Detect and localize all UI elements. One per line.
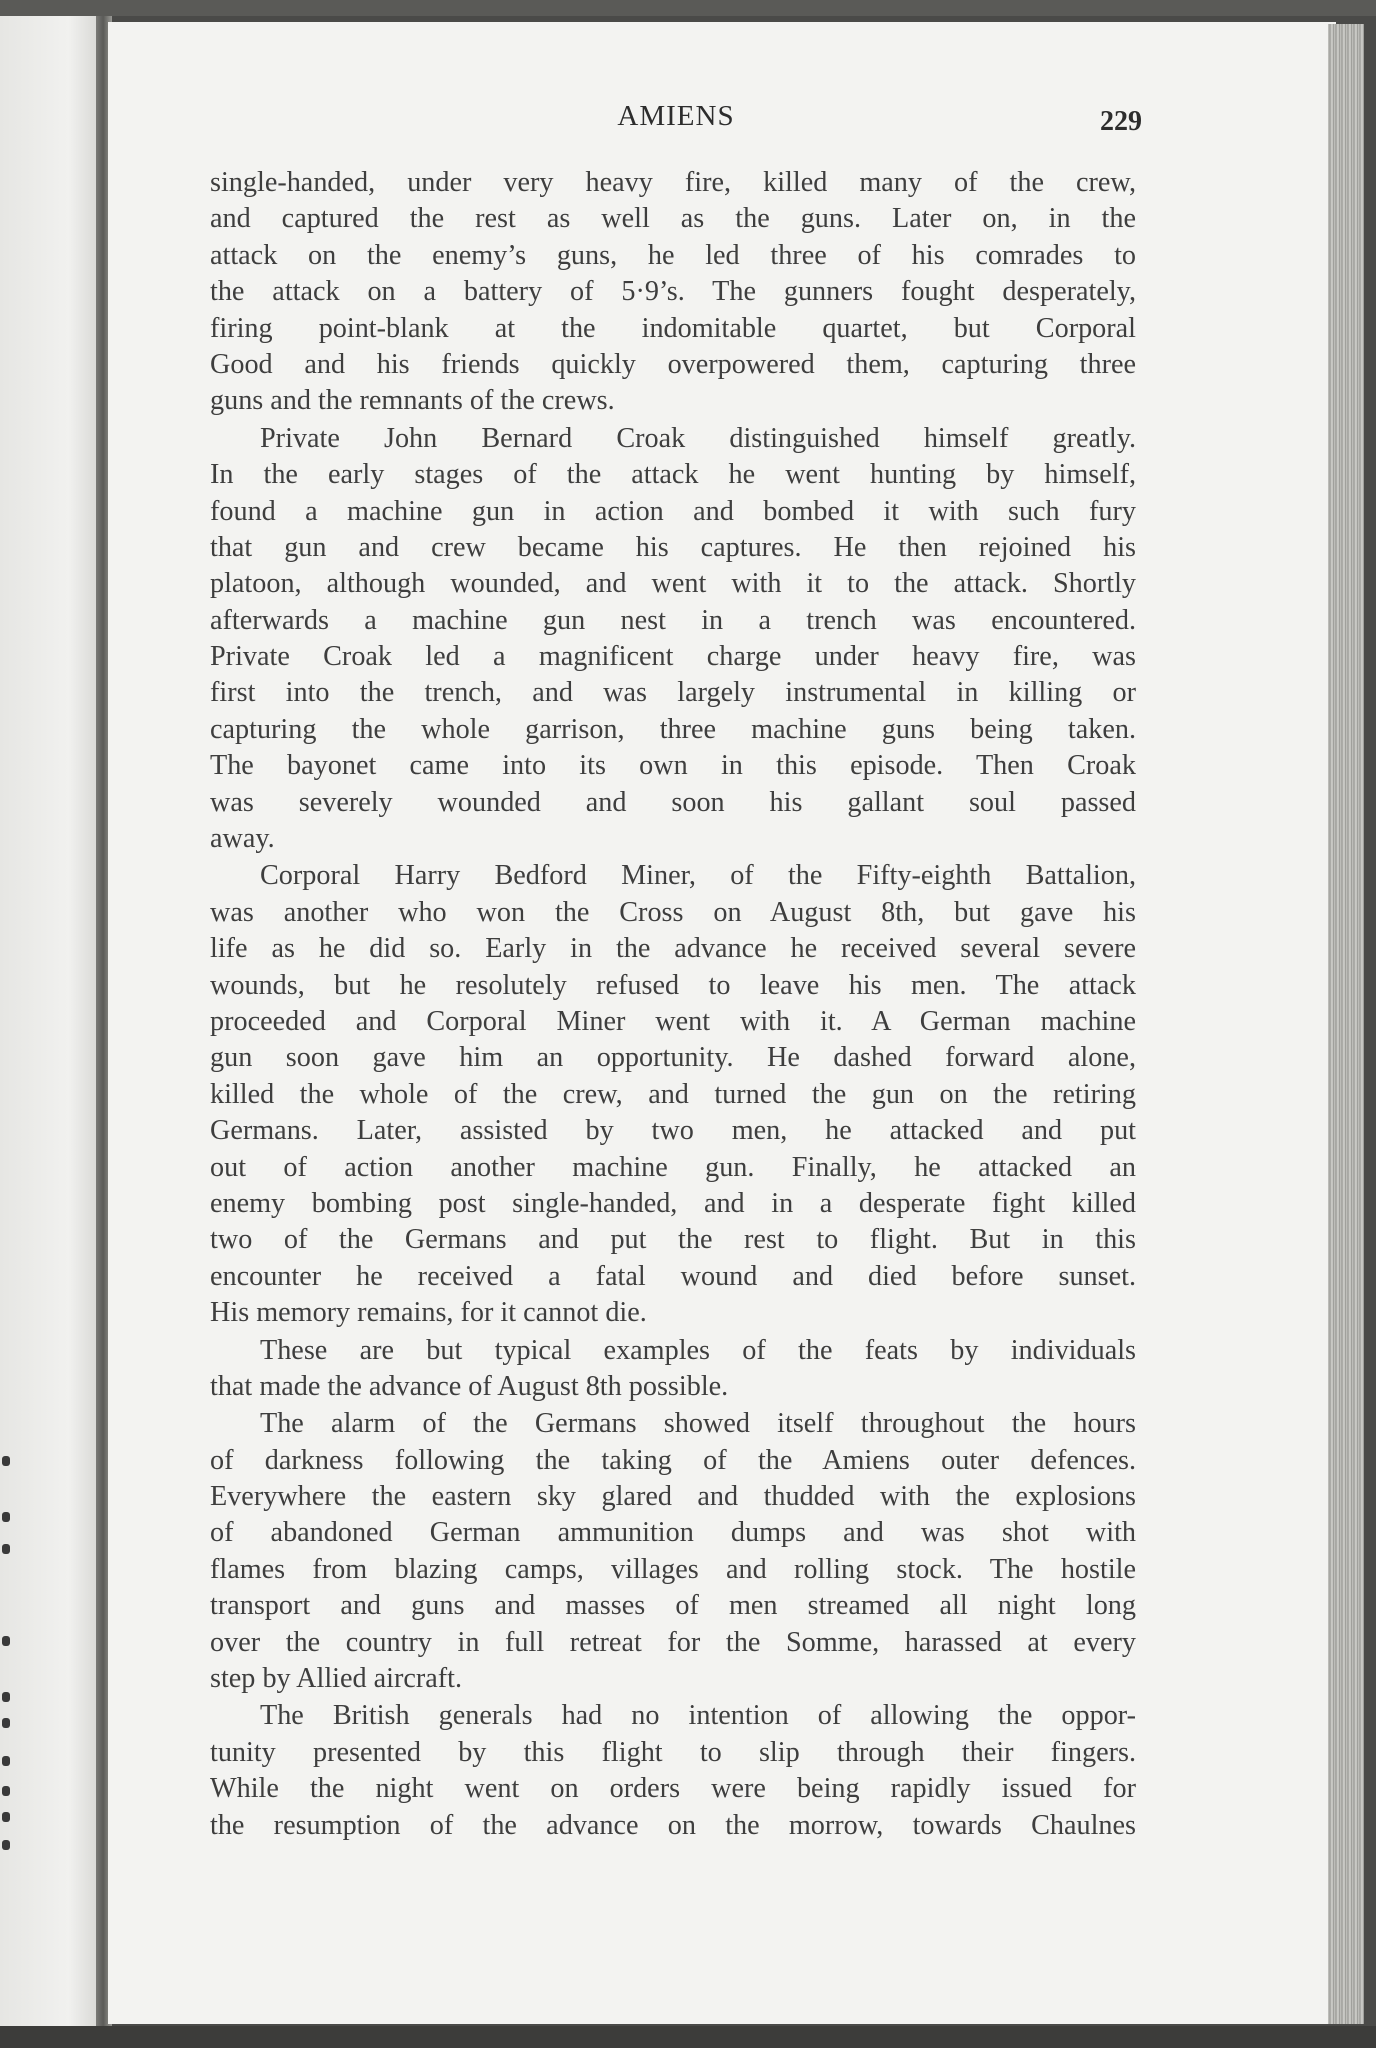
text-line: was severely wounded and soon his gallant soul passed	[210, 786, 1136, 818]
text-line: Everywhere the eastern sky glared and thudded with the explosions	[210, 1481, 1136, 1513]
page-header	[210, 100, 1142, 140]
text-line: Private Croak led a magnificent charge under heavy fire, was	[210, 641, 1136, 673]
text-line: The bayonet came into its own in this episode. Then Croak	[210, 750, 1136, 782]
text-line: encounter he received a fatal wound and died before sunset.	[210, 1260, 1136, 1292]
text-line: afterwards a machine gun nest in a trench was encountered.	[210, 604, 1136, 636]
text-line: In the early stages of the attack he went hunting by himself,	[210, 459, 1136, 491]
paragraph	[210, 165, 1136, 420]
book-bottom-edge	[0, 2026, 1376, 2048]
text-line: the resumption of the advance on the morrow, towards Chaulnes	[210, 1809, 1136, 1841]
text-line: While the night went on orders were being rapidly issued for	[210, 1773, 1136, 1805]
text-line: that made the advance of August 8th possible.	[210, 1370, 729, 1402]
text-line: of darkness following the taking of the Amiens outer defences.	[210, 1444, 1136, 1476]
paragraph	[210, 421, 1136, 858]
page-number: 229	[1100, 106, 1142, 137]
text-line: and captured the rest as well as the guns. Later on, in the	[210, 203, 1136, 235]
text-line: over the country in full retreat for the Somme, harassed at every	[210, 1626, 1136, 1658]
text-line: The British generals had no intention of allowing the oppor-	[260, 1700, 1136, 1732]
text-line: proceeded and Corporal Miner went with it. A German machine	[210, 1005, 1136, 1037]
text-line: that gun and crew became his captures. He then rejoined his	[210, 531, 1136, 563]
paragraph	[210, 1698, 1136, 1844]
text-line: away.	[210, 823, 275, 855]
text-line: was another who won the Cross on August 8th, but gave his	[210, 896, 1136, 928]
text-line: enemy bombing post single-handed, and in a desperate fight killed	[210, 1187, 1136, 1219]
text-line: Germans. Later, assisted by two men, he attacked and put	[210, 1115, 1136, 1147]
text-line: of abandoned German ammunition dumps and was shot with	[210, 1517, 1136, 1549]
text-line: attack on the enemy’s guns, he led three of his comrades to	[210, 239, 1136, 271]
text-line: The alarm of the Germans showed itself throughout the hours	[260, 1408, 1136, 1440]
running-head: AMIENS	[617, 100, 735, 132]
text-line: Corporal Harry Bedford Miner, of the Fifty-eighth Battalion,	[260, 860, 1136, 892]
text-line: Private John Bernard Croak distinguished himself greatly.	[260, 422, 1136, 454]
text-line: first into the trench, and was largely instrumental in killing or	[210, 677, 1136, 709]
page-fore-edge	[1328, 24, 1364, 2024]
paragraph	[210, 858, 1136, 1331]
paragraph	[210, 1406, 1136, 1697]
text-line: out of action another machine gun. Finally, he attacked an	[210, 1151, 1136, 1183]
text-line: single-handed, under very heavy fire, killed many of the crew,	[210, 167, 1136, 198]
book-top-edge	[0, 0, 1376, 16]
facing-page-text-fragments	[0, 1456, 14, 1876]
text-line: life as he did so. Early in the advance he received several severe	[210, 933, 1136, 965]
facing-page	[0, 16, 98, 2026]
text-line: found a machine gun in action and bombed it with such fury	[210, 495, 1136, 527]
text-line: transport and guns and masses of men streamed all night long	[210, 1590, 1136, 1622]
text-line: guns and the remnants of the crews.	[210, 385, 615, 417]
text-line: capturing the whole garrison, three machine guns being taken.	[210, 713, 1136, 745]
text-line: His memory remains, for it cannot die.	[210, 1297, 647, 1329]
text-line: flames from blazing camps, villages and rolling stock. The hostile	[210, 1553, 1136, 1585]
text-line: two of the Germans and put the rest to flight. But in this	[210, 1224, 1136, 1256]
text-line: step by Allied aircraft.	[210, 1663, 463, 1695]
text-line: platoon, although wounded, and went with it to the attack. Shortly	[210, 568, 1136, 600]
text-line: Good and his friends quickly overpowered them, capturing three	[210, 348, 1136, 380]
text-line: the attack on a battery of 5·9’s. The gunners fought desperately,	[210, 276, 1136, 308]
text-line: killed the whole of the crew, and turned the gun on the retiring	[210, 1078, 1136, 1110]
body-text	[210, 165, 1136, 1845]
text-line: wounds, but he resolutely refused to leave his men. The attack	[210, 969, 1136, 1001]
text-line: These are but typical examples of the feats by individuals	[260, 1334, 1136, 1366]
paragraph	[210, 1333, 1136, 1406]
text-line: tunity presented by this flight to slip through their fingers.	[210, 1736, 1136, 1768]
text-line: gun soon gave him an opportunity. He dashed forward alone,	[210, 1042, 1136, 1074]
text-line: firing point-blank at the indomitable quartet, but Corporal	[210, 312, 1136, 344]
